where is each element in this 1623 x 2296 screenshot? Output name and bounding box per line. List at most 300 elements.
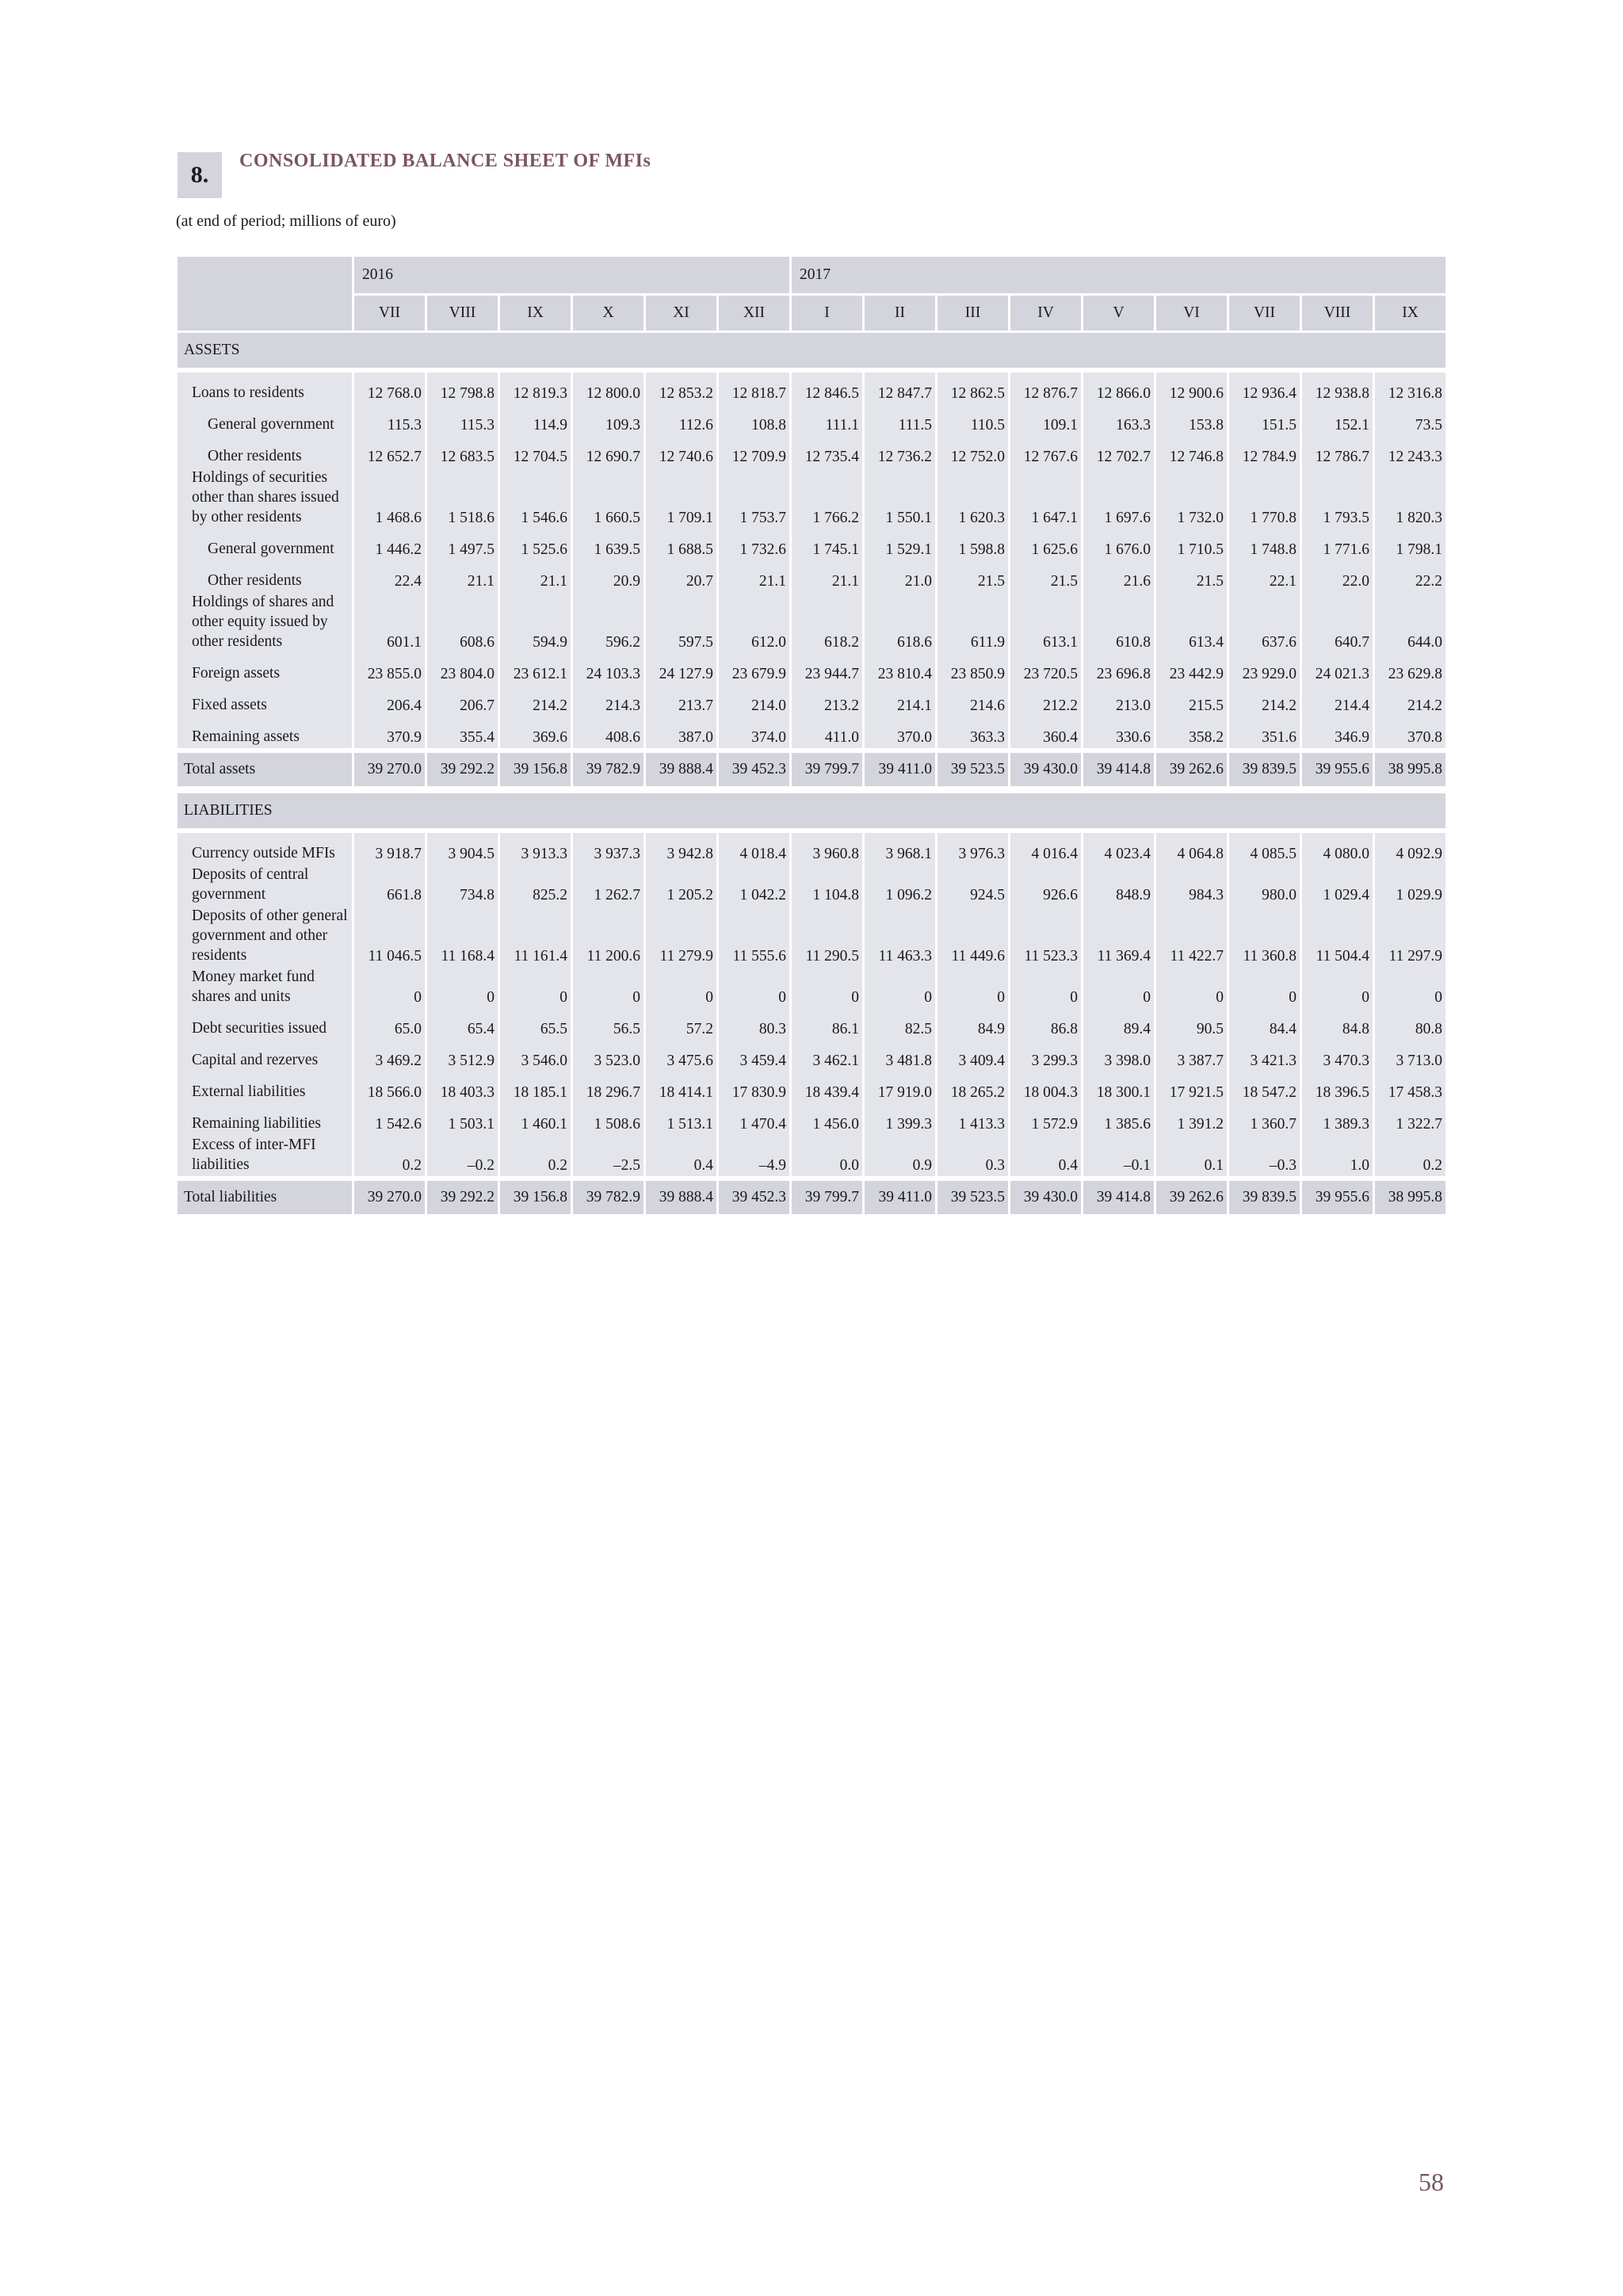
table-cell: 21.6	[1081, 560, 1154, 592]
row-label: Deposits of central government	[178, 865, 352, 906]
table-cell: 330.6	[1081, 716, 1154, 748]
total-cell: 39 156.8	[498, 753, 571, 786]
table-cell: 3 459.4	[716, 1040, 789, 1072]
table-cell: 12 704.5	[498, 436, 571, 468]
table-cell: 23 810.4	[862, 653, 935, 685]
table-cell: 12 767.6	[1008, 436, 1081, 468]
table-cell: 11 161.4	[498, 906, 571, 967]
table-cell: 601.1	[352, 592, 425, 653]
table-cell: 1 732.0	[1154, 468, 1227, 529]
table-cell: 12 316.8	[1373, 372, 1445, 404]
table-cell: 0	[789, 967, 862, 1008]
table-cell: 1 598.8	[935, 529, 1008, 560]
table-cell: 24 021.3	[1300, 653, 1373, 685]
table-row	[178, 1072, 1445, 1103]
table-row	[178, 967, 1445, 1008]
total-label: Total liabilities	[178, 1181, 352, 1214]
table-cell: 1 262.7	[571, 865, 643, 906]
table-cell: 387.0	[643, 716, 716, 748]
table-cell: 21.0	[862, 560, 935, 592]
table-cell: 1 456.0	[789, 1103, 862, 1135]
year-header: 2016	[352, 257, 789, 293]
table-cell: 11 168.4	[425, 906, 498, 967]
table-cell: 1 710.5	[1154, 529, 1227, 560]
total-cell: 39 430.0	[1008, 753, 1081, 786]
table-cell: 608.6	[425, 592, 498, 653]
table-cell: 0	[1373, 967, 1445, 1008]
table-cell: 84.8	[1300, 1008, 1373, 1040]
table-cell: 21.1	[425, 560, 498, 592]
table-cell: 3 462.1	[789, 1040, 862, 1072]
row-label: Debt securities issued	[178, 1008, 352, 1040]
total-row	[178, 1181, 1445, 1214]
table-cell: 355.4	[425, 716, 498, 748]
total-cell: 39 411.0	[862, 1181, 935, 1214]
total-cell: 39 839.5	[1227, 1181, 1300, 1214]
section-header: LIABILITIES	[178, 791, 1445, 828]
table-cell: 57.2	[643, 1008, 716, 1040]
table-cell: 0	[352, 967, 425, 1008]
table-cell: 22.2	[1373, 560, 1445, 592]
table-cell: 214.2	[1373, 685, 1445, 716]
table-cell: 3 968.1	[862, 833, 935, 865]
month-header: X	[571, 293, 643, 330]
table-cell: 12 862.5	[935, 372, 1008, 404]
page-number: 58	[1419, 2168, 1444, 2196]
table-cell: 12 652.7	[352, 436, 425, 468]
table-cell: 1 205.2	[643, 865, 716, 906]
table-cell: 980.0	[1227, 865, 1300, 906]
table-cell: 594.9	[498, 592, 571, 653]
table-cell: 73.5	[1373, 404, 1445, 436]
table-cell: 23 804.0	[425, 653, 498, 685]
table-row	[178, 404, 1445, 436]
month-header: V	[1081, 293, 1154, 330]
table-cell: 65.4	[425, 1008, 498, 1040]
table-cell: 1 518.6	[425, 468, 498, 529]
table-cell: 109.1	[1008, 404, 1081, 436]
table-cell: 1 753.7	[716, 468, 789, 529]
table-cell: 23 720.5	[1008, 653, 1081, 685]
table-cell: 12 736.2	[862, 436, 935, 468]
table-cell: 12 846.5	[789, 372, 862, 404]
table-cell: 11 360.8	[1227, 906, 1300, 967]
total-cell: 39 523.5	[935, 1181, 1008, 1214]
table-cell: 351.6	[1227, 716, 1300, 748]
table-cell: 612.0	[716, 592, 789, 653]
table-cell: 3 421.3	[1227, 1040, 1300, 1072]
table-cell: 112.6	[643, 404, 716, 436]
table-cell: 86.1	[789, 1008, 862, 1040]
section-number: 8.	[178, 152, 222, 198]
table-cell: 23 850.9	[935, 653, 1008, 685]
table-cell: 23 679.9	[716, 653, 789, 685]
total-cell: 39 292.2	[425, 1181, 498, 1214]
table-cell: 0.2	[498, 1135, 571, 1176]
table-cell: 12 798.8	[425, 372, 498, 404]
total-cell: 39 839.5	[1227, 753, 1300, 786]
table-cell: 18 414.1	[643, 1072, 716, 1103]
table-cell: 111.5	[862, 404, 935, 436]
table-cell: 3 470.3	[1300, 1040, 1373, 1072]
table-cell: 23 929.0	[1227, 653, 1300, 685]
section-header: ASSETS	[178, 330, 1445, 368]
table-cell: 1 798.1	[1373, 529, 1445, 560]
table-cell: 346.9	[1300, 716, 1373, 748]
table-cell: 1 660.5	[571, 468, 643, 529]
table-cell: 0.1	[1154, 1135, 1227, 1176]
table-row	[178, 653, 1445, 685]
month-header: VI	[1154, 293, 1227, 330]
table-cell: 408.6	[571, 716, 643, 748]
table-cell: 84.9	[935, 1008, 1008, 1040]
total-row	[178, 753, 1445, 786]
table-cell: 1 513.1	[643, 1103, 716, 1135]
table-cell: 0	[571, 967, 643, 1008]
total-cell: 39 888.4	[643, 753, 716, 786]
table-cell: 4 085.5	[1227, 833, 1300, 865]
month-header: VII	[352, 293, 425, 330]
table-cell: 153.8	[1154, 404, 1227, 436]
row-label: External liabilities	[178, 1072, 352, 1103]
table-cell: 4 080.0	[1300, 833, 1373, 865]
table-cell: 213.2	[789, 685, 862, 716]
section-header-row	[178, 791, 1445, 828]
row-label: Remaining assets	[178, 716, 352, 748]
total-cell: 39 799.7	[789, 1181, 862, 1214]
row-label: Capital and rezerves	[178, 1040, 352, 1072]
table-cell: 1 508.6	[571, 1103, 643, 1135]
table-cell: 11 504.4	[1300, 906, 1373, 967]
table-cell: 0	[1300, 967, 1373, 1008]
table-cell: 11 422.7	[1154, 906, 1227, 967]
table-cell: 0	[1081, 967, 1154, 1008]
table-cell: 12 866.0	[1081, 372, 1154, 404]
table-cell: 11 279.9	[643, 906, 716, 967]
table-cell: 1 468.6	[352, 468, 425, 529]
table-row	[178, 833, 1445, 865]
table-cell: 12 683.5	[425, 436, 498, 468]
section-header-row	[178, 330, 1445, 368]
table-cell: 18 547.2	[1227, 1072, 1300, 1103]
table-cell: 109.3	[571, 404, 643, 436]
table-cell: 115.3	[352, 404, 425, 436]
table-cell: 924.5	[935, 865, 1008, 906]
table-cell: 610.8	[1081, 592, 1154, 653]
row-label: General government	[178, 404, 352, 436]
table-cell: 108.8	[716, 404, 789, 436]
table-cell: 18 296.7	[571, 1072, 643, 1103]
table-cell: 18 185.1	[498, 1072, 571, 1103]
table-cell: 206.7	[425, 685, 498, 716]
table-cell: 20.9	[571, 560, 643, 592]
table-cell: 214.0	[716, 685, 789, 716]
month-header: II	[862, 293, 935, 330]
total-cell: 39 292.2	[425, 753, 498, 786]
table-cell: 370.9	[352, 716, 425, 748]
table-cell: 984.3	[1154, 865, 1227, 906]
table-cell: 370.8	[1373, 716, 1445, 748]
table-cell: 1 096.2	[862, 865, 935, 906]
table-cell: 825.2	[498, 865, 571, 906]
table-cell: 152.1	[1300, 404, 1373, 436]
table-cell: 3 512.9	[425, 1040, 498, 1072]
table-cell: 12 847.7	[862, 372, 935, 404]
table-cell: 734.8	[425, 865, 498, 906]
table-cell: 23 612.1	[498, 653, 571, 685]
table-cell: 65.0	[352, 1008, 425, 1040]
row-label: Holdings of securities other than shares issued by other residents	[178, 468, 352, 529]
total-cell: 39 262.6	[1154, 753, 1227, 786]
table-cell: 23 944.7	[789, 653, 862, 685]
table-cell: 613.1	[1008, 592, 1081, 653]
table-cell: 11 200.6	[571, 906, 643, 967]
table-cell: 18 439.4	[789, 1072, 862, 1103]
table-cell: 206.4	[352, 685, 425, 716]
table-cell: 65.5	[498, 1008, 571, 1040]
table-cell: 80.8	[1373, 1008, 1445, 1040]
table-cell: 1 470.4	[716, 1103, 789, 1135]
total-cell: 39 270.0	[352, 753, 425, 786]
table-cell: 12 709.9	[716, 436, 789, 468]
table-cell: 90.5	[1154, 1008, 1227, 1040]
table-cell: 17 830.9	[716, 1072, 789, 1103]
table-row	[178, 1040, 1445, 1072]
table-cell: 1 697.6	[1081, 468, 1154, 529]
table-cell: 3 299.3	[1008, 1040, 1081, 1072]
total-cell: 39 414.8	[1081, 753, 1154, 786]
table-cell: 640.7	[1300, 592, 1373, 653]
table-cell: 21.5	[1008, 560, 1081, 592]
table-cell: 0	[425, 967, 498, 1008]
table-cell: 926.6	[1008, 865, 1081, 906]
row-label: Money market fund shares and units	[178, 967, 352, 1008]
month-header: IX	[1373, 293, 1445, 330]
table-row	[178, 865, 1445, 906]
table-cell: 21.5	[935, 560, 1008, 592]
table-cell: 18 566.0	[352, 1072, 425, 1103]
table-cell: 84.4	[1227, 1008, 1300, 1040]
table-cell: 86.8	[1008, 1008, 1081, 1040]
month-header: XI	[643, 293, 716, 330]
table-cell: 1 745.1	[789, 529, 862, 560]
table-cell: 12 243.3	[1373, 436, 1445, 468]
table-cell: 1 639.5	[571, 529, 643, 560]
month-header: VIII	[425, 293, 498, 330]
total-cell: 38 995.8	[1373, 1181, 1445, 1214]
table-cell: 1 503.1	[425, 1103, 498, 1135]
table-cell: 3 523.0	[571, 1040, 643, 1072]
table-cell: 0.4	[1008, 1135, 1081, 1176]
table-cell: 1 529.1	[862, 529, 935, 560]
table-cell: –0.2	[425, 1135, 498, 1176]
table-cell: 89.4	[1081, 1008, 1154, 1040]
total-cell: 39 955.6	[1300, 753, 1373, 786]
table-cell: 3 937.3	[571, 833, 643, 865]
table-cell: 1 688.5	[643, 529, 716, 560]
table-cell: 213.0	[1081, 685, 1154, 716]
row-label: Foreign assets	[178, 653, 352, 685]
table-cell: 0	[716, 967, 789, 1008]
table-cell: 1 360.7	[1227, 1103, 1300, 1135]
total-cell: 39 782.9	[571, 753, 643, 786]
table-cell: 82.5	[862, 1008, 935, 1040]
table-cell: 12 740.6	[643, 436, 716, 468]
year-header-row	[178, 257, 1445, 293]
table-cell: 12 876.7	[1008, 372, 1081, 404]
table-cell: 12 702.7	[1081, 436, 1154, 468]
header-corner	[178, 257, 352, 330]
table-cell: 11 555.6	[716, 906, 789, 967]
total-cell: 39 156.8	[498, 1181, 571, 1214]
table-cell: 21.5	[1154, 560, 1227, 592]
total-cell: 39 270.0	[352, 1181, 425, 1214]
table-cell: –0.3	[1227, 1135, 1300, 1176]
row-label: Remaining liabilities	[178, 1103, 352, 1135]
table-cell: 1 460.1	[498, 1103, 571, 1135]
table-cell: 22.1	[1227, 560, 1300, 592]
table-cell: 370.0	[862, 716, 935, 748]
table-cell: 23 629.8	[1373, 653, 1445, 685]
table-cell: 20.7	[643, 560, 716, 592]
table-cell: 1 385.6	[1081, 1103, 1154, 1135]
table-cell: 11 449.6	[935, 906, 1008, 967]
table-cell: 11 290.5	[789, 906, 862, 967]
table-cell: 12 853.2	[643, 372, 716, 404]
table-cell: 1 446.2	[352, 529, 425, 560]
table-cell: 3 475.6	[643, 1040, 716, 1072]
total-cell: 39 411.0	[862, 753, 935, 786]
table-cell: 114.9	[498, 404, 571, 436]
table-cell: 0	[935, 967, 1008, 1008]
table-cell: –2.5	[571, 1135, 643, 1176]
table-cell: 1 497.5	[425, 529, 498, 560]
table-cell: 214.2	[1227, 685, 1300, 716]
row-label: Other residents	[178, 560, 352, 592]
table-cell: 1 542.6	[352, 1103, 425, 1135]
row-label: Deposits of other general government and other residents	[178, 906, 352, 967]
table-cell: 1 793.5	[1300, 468, 1373, 529]
table-cell: 4 018.4	[716, 833, 789, 865]
table-cell: 212.2	[1008, 685, 1081, 716]
month-header: IV	[1008, 293, 1081, 330]
table-cell: 3 409.4	[935, 1040, 1008, 1072]
table-cell: 1 389.3	[1300, 1103, 1373, 1135]
table-cell: 1 104.8	[789, 865, 862, 906]
table-cell: 644.0	[1373, 592, 1445, 653]
table-cell: 360.4	[1008, 716, 1081, 748]
table-cell: 613.4	[1154, 592, 1227, 653]
table-cell: 1 413.3	[935, 1103, 1008, 1135]
table-cell: 17 919.0	[862, 1072, 935, 1103]
table-cell: 0.3	[935, 1135, 1008, 1176]
table-cell: 0	[1008, 967, 1081, 1008]
table-cell: 0	[1227, 967, 1300, 1008]
year-header: 2017	[789, 257, 1445, 293]
table-cell: 21.1	[789, 560, 862, 592]
table-cell: 23 855.0	[352, 653, 425, 685]
table-cell: 661.8	[352, 865, 425, 906]
table-cell: 1 748.8	[1227, 529, 1300, 560]
table-cell: 1 620.3	[935, 468, 1008, 529]
total-cell: 39 782.9	[571, 1181, 643, 1214]
table-cell: 21.1	[716, 560, 789, 592]
table-cell: 56.5	[571, 1008, 643, 1040]
table-cell: 215.5	[1154, 685, 1227, 716]
table-cell: 213.7	[643, 685, 716, 716]
table-cell: 1 391.2	[1154, 1103, 1227, 1135]
table-cell: 23 696.8	[1081, 653, 1154, 685]
table-row	[178, 1103, 1445, 1135]
month-header: I	[789, 293, 862, 330]
table-cell: 0.4	[643, 1135, 716, 1176]
table-cell: 4 064.8	[1154, 833, 1227, 865]
page-title: CONSOLIDATED BALANCE SHEET OF MFIs	[239, 151, 651, 171]
table-cell: 1.0	[1300, 1135, 1373, 1176]
table-cell: 4 023.4	[1081, 833, 1154, 865]
table-cell: 12 752.0	[935, 436, 1008, 468]
table-cell: 0.0	[789, 1135, 862, 1176]
table-row	[178, 685, 1445, 716]
table-cell: 11 046.5	[352, 906, 425, 967]
table-cell: 11 523.3	[1008, 906, 1081, 967]
table-cell: 1 042.2	[716, 865, 789, 906]
table-cell: 3 976.3	[935, 833, 1008, 865]
table-cell: 1 820.3	[1373, 468, 1445, 529]
row-label: General government	[178, 529, 352, 560]
table-cell: 111.1	[789, 404, 862, 436]
row-label: Holdings of shares and other equity issued by other residents	[178, 592, 352, 653]
table-cell: 12 690.7	[571, 436, 643, 468]
table-cell: 1 546.6	[498, 468, 571, 529]
table-cell: 0	[862, 967, 935, 1008]
table-cell: 214.3	[571, 685, 643, 716]
table-cell: 11 369.4	[1081, 906, 1154, 967]
table-cell: 1 676.0	[1081, 529, 1154, 560]
balance-sheet-table	[178, 257, 1445, 1214]
table-cell: 1 399.3	[862, 1103, 935, 1135]
table-row	[178, 592, 1445, 653]
row-label: Loans to residents	[178, 372, 352, 404]
table-cell: 1 771.6	[1300, 529, 1373, 560]
total-cell: 39 452.3	[716, 1181, 789, 1214]
table-cell: 151.5	[1227, 404, 1300, 436]
table-cell: 12 784.9	[1227, 436, 1300, 468]
table-cell: 18 300.1	[1081, 1072, 1154, 1103]
table-cell: 0.2	[352, 1135, 425, 1176]
table-row	[178, 560, 1445, 592]
table-cell: 358.2	[1154, 716, 1227, 748]
table-cell: 848.9	[1081, 865, 1154, 906]
table-cell: 163.3	[1081, 404, 1154, 436]
table-cell: 1 322.7	[1373, 1103, 1445, 1135]
table-cell: 12 786.7	[1300, 436, 1373, 468]
row-label: Excess of inter-MFI liabilities	[178, 1135, 352, 1176]
table-cell: 12 735.4	[789, 436, 862, 468]
table-cell: 12 938.8	[1300, 372, 1373, 404]
table-cell: 214.6	[935, 685, 1008, 716]
table-cell: 22.4	[352, 560, 425, 592]
table-cell: 1 572.9	[1008, 1103, 1081, 1135]
table-cell: –0.1	[1081, 1135, 1154, 1176]
table-cell: 3 913.3	[498, 833, 571, 865]
table-cell: 1 525.6	[498, 529, 571, 560]
table-cell: 618.6	[862, 592, 935, 653]
table-cell: 3 942.8	[643, 833, 716, 865]
table-cell: 611.9	[935, 592, 1008, 653]
table-cell: 12 800.0	[571, 372, 643, 404]
table-cell: 0	[1154, 967, 1227, 1008]
